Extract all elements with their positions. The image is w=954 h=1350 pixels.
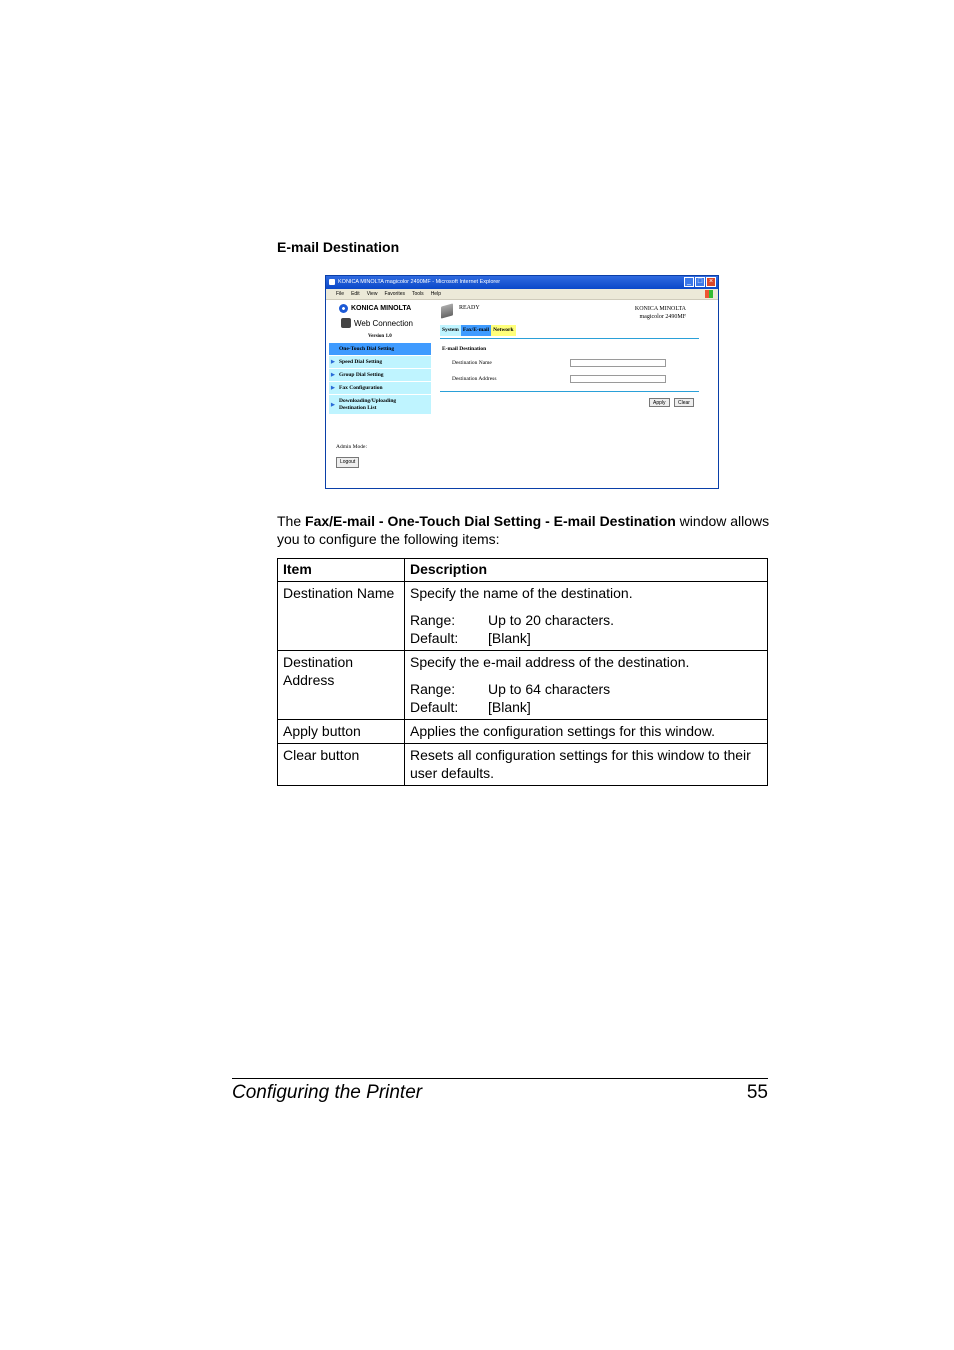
menu-favorites[interactable]: Favorites <box>384 291 405 297</box>
range-label: Range: <box>410 681 456 697</box>
sidebar-item-label: One-Touch Dial Setting <box>339 346 395 352</box>
footer-divider <box>232 1078 768 1079</box>
web-connection-label: Web Connection <box>354 318 413 328</box>
description-text: Specify the e-mail address of the destination. <box>410 654 690 670</box>
window-titlebar <box>326 276 718 289</box>
section-heading: E-mail Destination <box>277 239 400 255</box>
sidebar-item-download-upload[interactable] <box>329 395 431 415</box>
item-cell: Apply button <box>278 720 405 744</box>
sidebar-item-speed-dial[interactable] <box>329 356 431 369</box>
item-cell: Destination Address <box>278 651 405 720</box>
tab-network[interactable]: Network <box>491 325 515 336</box>
pagescope-icon <box>341 318 351 328</box>
divider <box>440 391 699 392</box>
sidebar-item-group-dial[interactable] <box>329 369 431 382</box>
table-row <box>278 744 768 786</box>
form-section-title: E-mail Destination <box>442 346 487 352</box>
clear-button[interactable]: Clear <box>674 398 694 407</box>
brand-logo <box>339 304 411 313</box>
destination-address-input[interactable] <box>570 375 666 383</box>
arrow-right-icon: ▶ <box>331 402 335 408</box>
sidebar-item-label: Group Dial Setting <box>339 372 384 378</box>
tab-fax-email[interactable]: Fax/E-mail <box>461 325 491 336</box>
table-row <box>278 720 768 744</box>
intro-text-post: window allows you to configure the following items: <box>277 513 770 547</box>
table-header-row <box>278 559 768 582</box>
description-cell <box>405 582 768 651</box>
column-header-item: Item <box>278 559 405 582</box>
printer-status: READY <box>459 305 480 311</box>
items-table <box>277 558 768 786</box>
table-row <box>278 651 768 720</box>
destination-name-input[interactable] <box>570 359 666 367</box>
intro-text-path: Fax/E-mail - One-Touch Dial Setting - E-mail Destination <box>305 513 676 529</box>
arrow-right-icon: ▶ <box>331 360 335 365</box>
tab-bar <box>440 325 516 336</box>
brand-name: KONICA MINOLTA <box>351 305 412 312</box>
vendor-name: KONICA MINOLTA <box>634 306 686 312</box>
sidebar-item-label: Downloading/Uploading Destination List <box>339 397 397 411</box>
browser-window-screenshot <box>325 275 719 489</box>
description-text: Specify the name of the destination. <box>410 585 633 601</box>
intro-text-pre: The <box>277 513 306 529</box>
close-icon[interactable]: × <box>706 277 716 287</box>
model-name: magicolor 2490MF <box>639 314 686 320</box>
globe-logo-icon <box>339 304 348 313</box>
maximize-icon[interactable]: □ <box>695 277 705 287</box>
menu-file[interactable]: File <box>336 291 345 297</box>
sidebar-item-one-touch-dial[interactable] <box>329 343 431 356</box>
menu-bar <box>326 289 718 300</box>
default-line <box>410 629 762 647</box>
menu-edit[interactable]: Edit <box>351 291 360 297</box>
menu-view[interactable]: View <box>366 291 378 297</box>
arrow-right-icon: ▶ <box>331 386 335 391</box>
ie-icon <box>329 279 335 285</box>
range-value: Up to 64 characters <box>488 681 611 697</box>
default-label: Default: <box>410 699 459 715</box>
divider <box>440 338 699 339</box>
menu-help[interactable]: Help <box>430 291 441 297</box>
footer-chapter-title: Configuring the Printer <box>232 1082 423 1103</box>
version-label: Version 1.0 <box>368 334 392 339</box>
range-value: Up to 20 characters. <box>488 612 615 628</box>
destination-name-label: Destination Name <box>452 360 492 366</box>
default-line <box>410 698 762 716</box>
page-number: 55 <box>746 1082 768 1103</box>
apply-button[interactable]: Apply <box>649 398 670 407</box>
range-line <box>410 611 762 629</box>
item-cell: Destination Name <box>278 582 405 651</box>
default-value: [Blank] <box>488 630 531 646</box>
printer-icon <box>441 303 453 318</box>
window-title: KONICA MINOLTA magicolor 2490MF - Microsoft Internet Explorer <box>338 279 501 285</box>
logout-button[interactable]: Logout <box>336 457 359 468</box>
range-label: Range: <box>410 612 456 628</box>
arrow-right-icon: ▶ <box>331 373 335 378</box>
sidebar-item-label: Fax Configuration <box>339 385 383 391</box>
default-value: [Blank] <box>488 699 531 715</box>
destination-address-label: Destination Address <box>452 376 497 382</box>
windows-flag-icon <box>705 290 713 298</box>
intro-paragraph <box>277 512 777 548</box>
printer-identity <box>635 305 686 321</box>
description-cell: Resets all configuration settings for this window to their user defaults. <box>405 744 768 786</box>
web-connection-logo <box>341 318 413 328</box>
table-row <box>278 582 768 651</box>
column-header-description: Description <box>405 559 768 582</box>
range-line <box>410 680 762 698</box>
sidebar-nav <box>329 343 431 415</box>
description-cell: Applies the configuration settings for this window. <box>405 720 768 744</box>
sidebar-item-fax-configuration[interactable] <box>329 382 431 395</box>
menu-tools[interactable]: Tools <box>412 291 424 297</box>
tab-system[interactable]: System <box>440 325 461 336</box>
sidebar-item-label: Speed Dial Setting <box>339 359 383 365</box>
admin-mode-label: Admin Mode: <box>336 444 368 450</box>
item-cell: Clear button <box>278 744 405 786</box>
description-cell <box>405 651 768 720</box>
default-label: Default: <box>410 630 459 646</box>
minimize-icon[interactable]: _ <box>684 277 694 287</box>
